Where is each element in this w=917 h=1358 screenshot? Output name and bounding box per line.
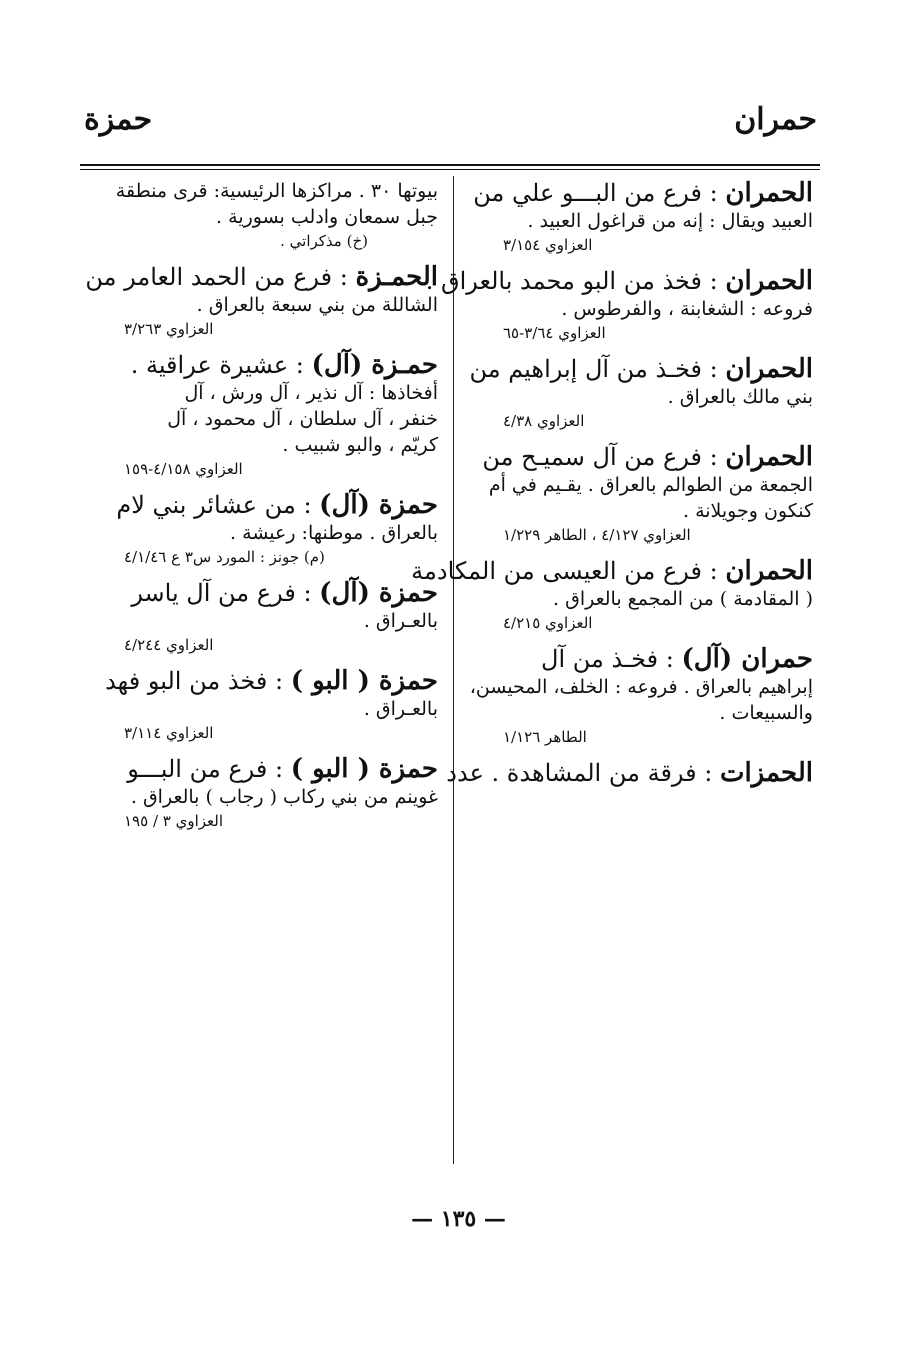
- entry-headword: حمزة ( البو ): [290, 666, 438, 696]
- entry-text: : فخذ من البو محمد بالعراق .: [425, 267, 726, 295]
- entry-text: : فخـذ من آل إبراهيم من: [469, 355, 726, 383]
- entry-reference: العزاوي ٤/٢١٥: [503, 614, 593, 632]
- entry-text: : عشيرة عراقية .: [130, 351, 312, 379]
- entry-text: كنكون وجويلانة .: [683, 500, 813, 522]
- entry-text: : فرع من البـــو: [127, 755, 291, 783]
- entry-text: : فرع من الحمد العامر من: [85, 263, 356, 291]
- entry: [84, 666, 438, 744]
- entry-text: بالعـراق .: [363, 698, 438, 720]
- entry: [84, 178, 438, 252]
- header-left-word: حمزة: [84, 102, 153, 137]
- entry-text: خنفر ، آل سلطان ، آل محمود ، آل: [167, 408, 438, 430]
- entry-reference: العزاوي ٣/١١٤: [124, 724, 214, 742]
- entry-text: كريّم ، والبو شبيب .: [282, 434, 438, 456]
- entry-text: بيوتها ٣٠ . مراكزها الرئيسية: قرى منطقة: [115, 180, 438, 202]
- entry-text: الشاللة من بني سبعة بالعراق .: [196, 294, 438, 316]
- entry-headword: حمزة ( البو ): [290, 754, 438, 784]
- entry-text: غوينم من بني ركاب ( رجاب ) بالعراق .: [130, 786, 438, 808]
- entry-headword: حمـزة (آل): [311, 350, 438, 380]
- page-number: — ١٣٥ —: [411, 1206, 506, 1232]
- entry-text: : فخـذ من آل: [541, 645, 682, 673]
- entry-reference: العزاوي ٤/٣٨: [503, 412, 585, 430]
- entry: [84, 578, 438, 656]
- entry-reference: (م) جونز : المورد س٣ ع ٤/١/٤٦: [124, 548, 325, 566]
- entry-text: : فخذ من البو فهد: [105, 667, 291, 695]
- entry-text: العبيد ويقال : إنه من قراغول العبيد .: [527, 210, 813, 232]
- entry: [84, 754, 438, 832]
- entry-text: بني مالك بالعراق .: [667, 386, 813, 408]
- entry-reference: العزاوي ٤/١٥٨-١٥٩: [124, 460, 243, 478]
- entry-text: فروعه : الشغابنة ، والفرطوس .: [561, 298, 813, 320]
- entry: [463, 442, 813, 546]
- header-right-word: حمران: [734, 102, 817, 137]
- entry-reference: العزاوي ٣/٢٦٣: [124, 320, 214, 338]
- entry-headword: الحمزات: [719, 758, 813, 788]
- entry: [463, 644, 813, 748]
- entry-text: : فرع من آل ياسر: [131, 579, 320, 607]
- header-rule-thin: [80, 169, 820, 170]
- entry-text: : فرقة من المشاهدة . عدد: [446, 759, 720, 787]
- entry-headword: الحمران: [725, 442, 813, 472]
- entry-text: الجمعة من الطوالم بالعراق . يقـيم في أم: [488, 474, 813, 496]
- entry-headword: حمزة (آل): [319, 578, 438, 608]
- entry-headword: الحمران: [725, 266, 813, 296]
- entry-headword: حمران (آل): [681, 644, 813, 674]
- entry-reference: (خ) مذكراتي .: [280, 232, 368, 250]
- entry-text: : فرع من البـــو علي من: [473, 179, 726, 207]
- entry-text: ( المقادمة ) من المجمع بالعراق .: [553, 588, 813, 610]
- entry-text: : فرع من العيسى من المكادمة: [411, 557, 726, 585]
- entry: [425, 266, 813, 344]
- entry-headword: الحمران: [725, 354, 813, 384]
- entry-headword: الحمران: [725, 178, 813, 208]
- entry-text: بالعراق . موطنها: رعيشة .: [230, 522, 438, 544]
- entry-reference: العزاوي ٤/٢٤٤: [124, 636, 214, 654]
- entry-headword: الحمران: [725, 556, 813, 586]
- entry: [84, 350, 438, 480]
- entry-reference: العزاوي ٣ / ١٩٥: [124, 812, 223, 830]
- entry-text: جبل سمعان وادلب بسورية .: [216, 206, 438, 228]
- column-divider: [453, 176, 454, 1164]
- entry-text: والسبيعات .: [719, 702, 813, 724]
- entry-text: : فرع من آل سميـح من: [482, 443, 726, 471]
- entry: [84, 262, 438, 340]
- header-rule-thick: [80, 164, 820, 166]
- entry: [463, 178, 813, 256]
- entry: [446, 758, 813, 788]
- entry-reference: الطاهر ١/١٢٦: [503, 728, 587, 746]
- entry-headword: الحمـزة: [355, 262, 438, 292]
- entry-text: : من عشائر بني لام: [116, 491, 320, 519]
- left-column: [84, 178, 438, 842]
- entry-text: أفخاذها : آل نذير ، آل ورش ، آل: [184, 382, 438, 404]
- entry-reference: العزاوي ٣/١٥٤: [503, 236, 593, 254]
- entry: [84, 490, 438, 568]
- entry: [411, 556, 813, 634]
- right-column: [411, 178, 813, 788]
- entry-text: بالعـراق .: [363, 610, 438, 632]
- entry: [463, 354, 813, 432]
- entry-reference: العزاوي ٣/٦٤-٦٥: [503, 324, 606, 342]
- entry-headword: حمزة (آل): [319, 490, 438, 520]
- entry-reference: العزاوي ٤/١٢٧ ، الطاهر ١/٢٢٩: [503, 526, 691, 544]
- entry-text: إبراهيم بالعراق . فروعه : الخلف، المحيسن،: [469, 676, 813, 698]
